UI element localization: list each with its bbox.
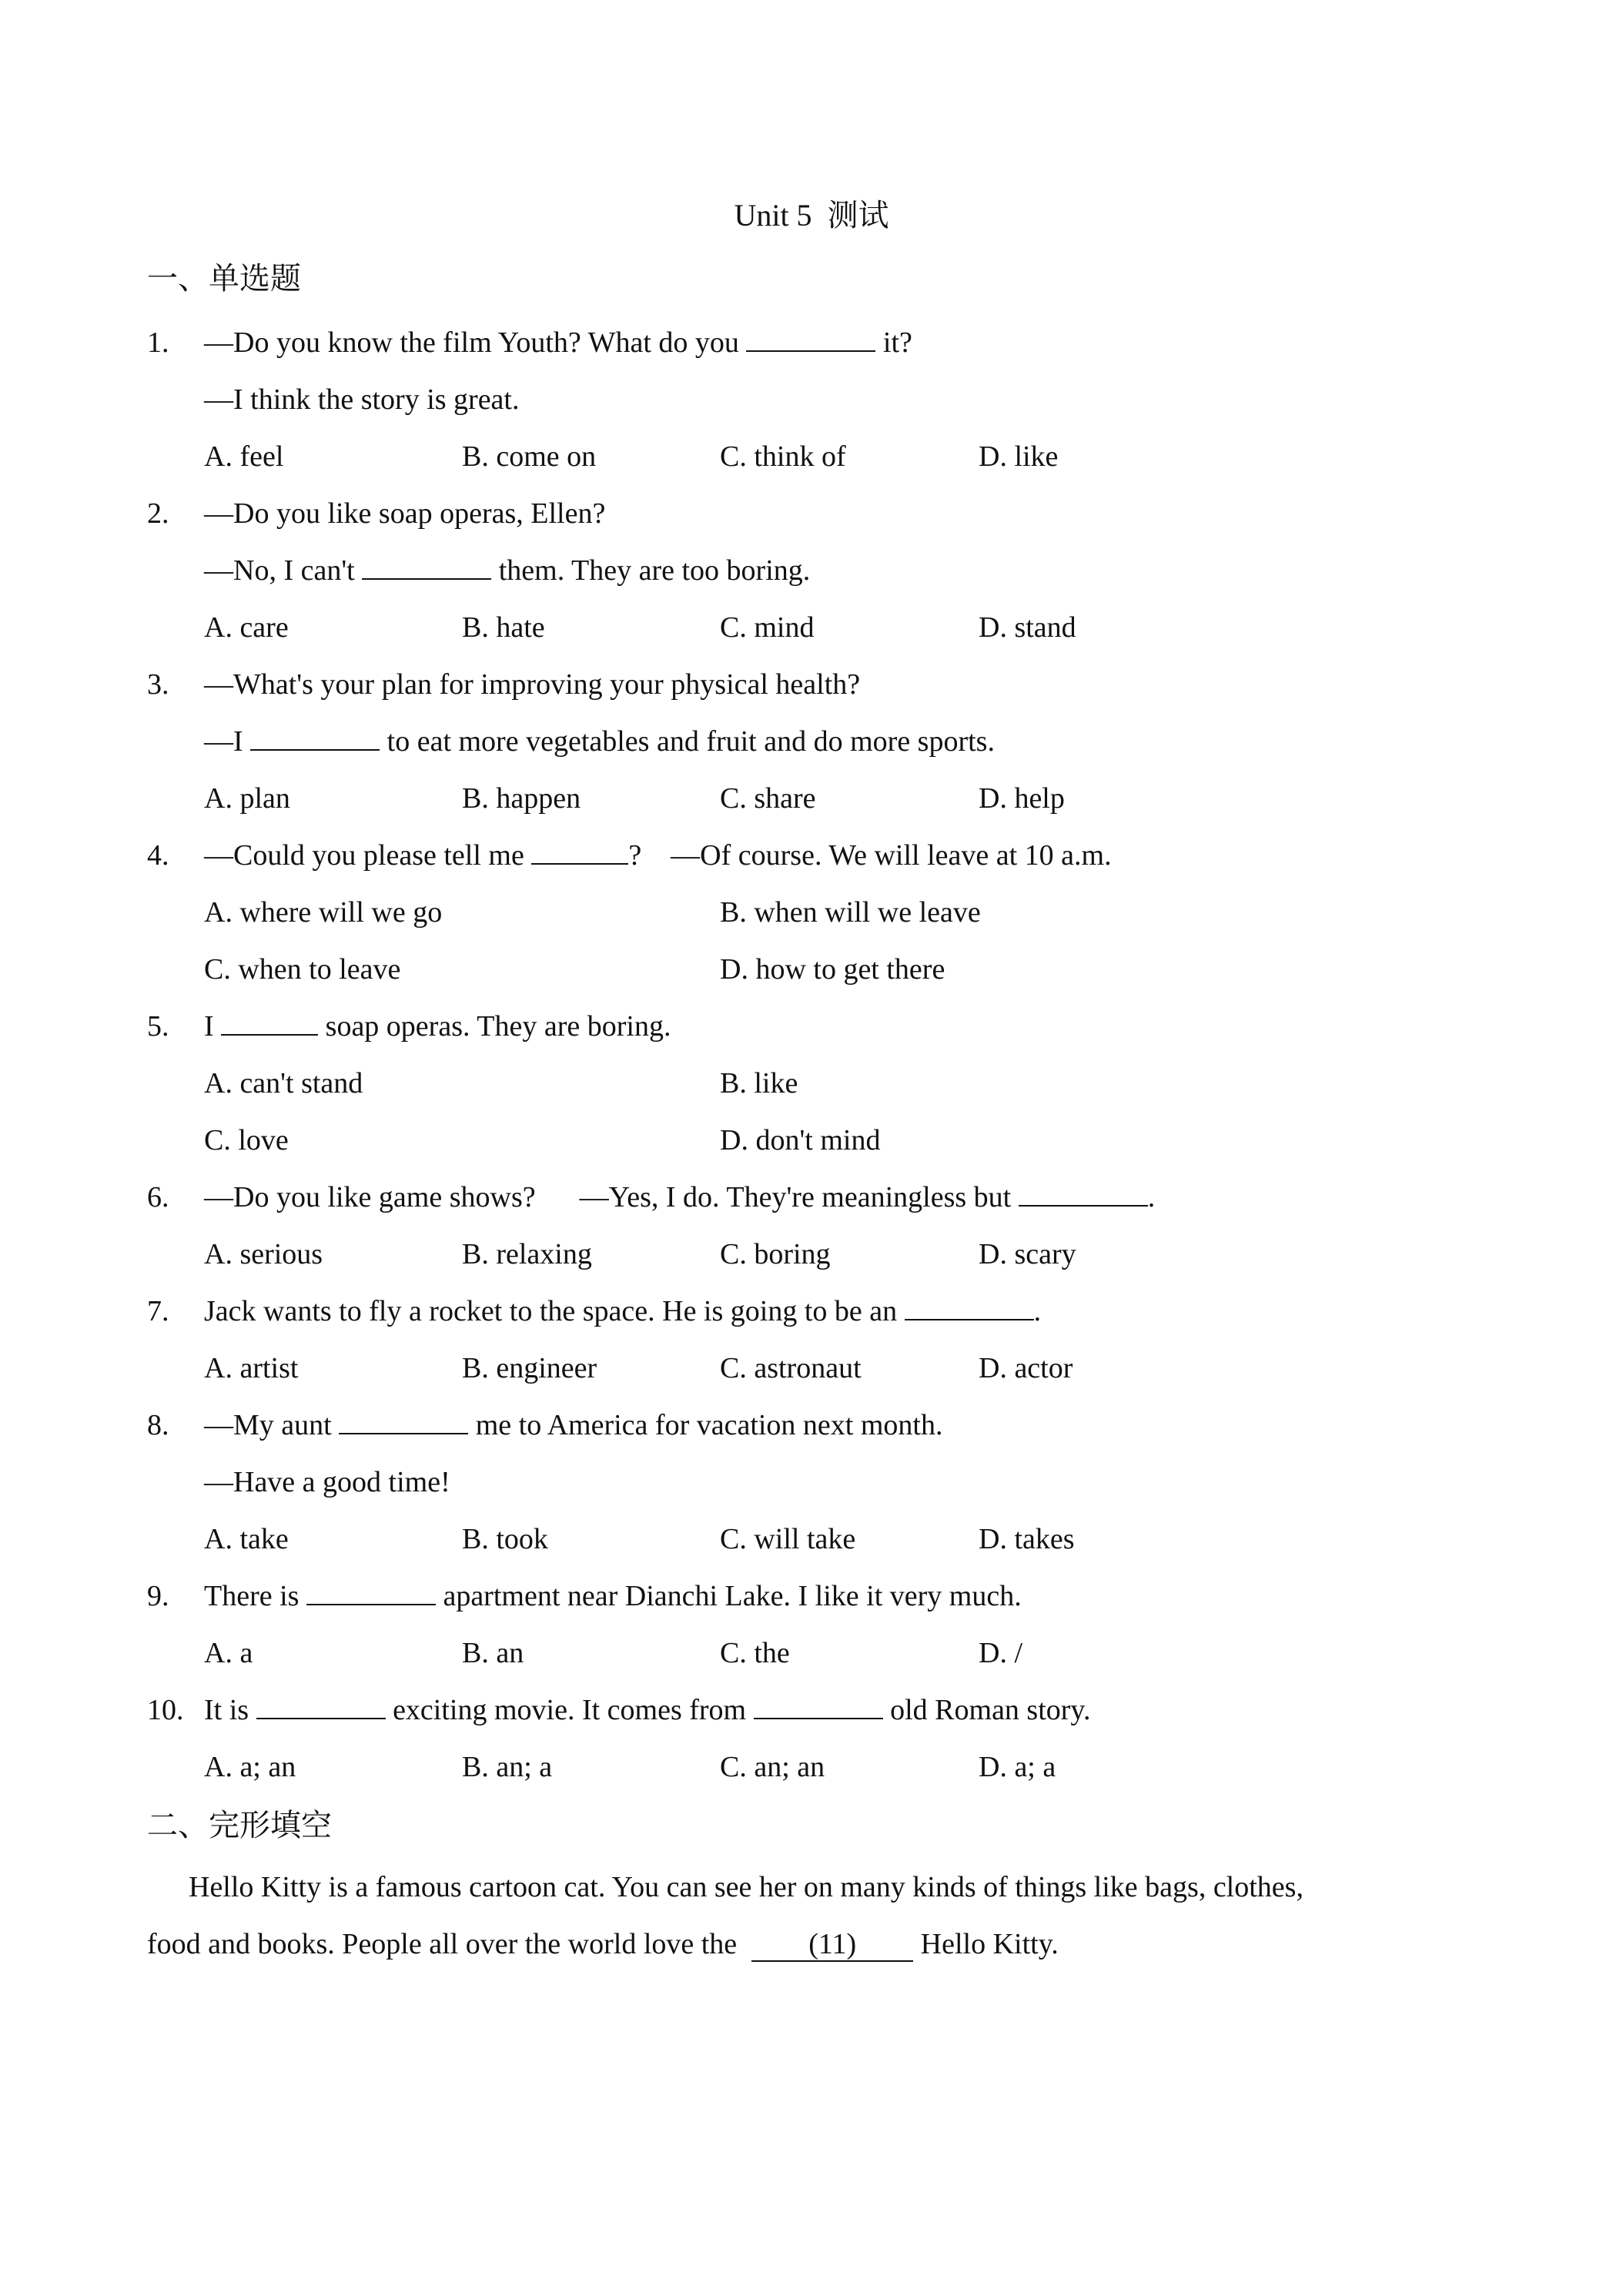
question-text: it? xyxy=(875,326,912,359)
question-text: them. They are too boring. xyxy=(491,554,811,587)
question-text: . xyxy=(1033,1295,1042,1327)
question-line: —What's your plan for improving your physical health? xyxy=(204,668,861,701)
question-text: —Could you please tell me xyxy=(204,839,532,872)
question-text: apartment near Dianchi Lake. I like it very much. xyxy=(435,1580,1022,1612)
option-b: B. hate xyxy=(462,611,545,644)
answer-blank xyxy=(754,1716,883,1719)
option-c: C. mind xyxy=(720,611,815,644)
answer-blank xyxy=(905,1317,1034,1320)
option-a: A. serious xyxy=(204,1238,323,1270)
question-line: —I think the story is great. xyxy=(204,383,520,416)
answer-blank xyxy=(531,862,628,865)
option-c: C. will take xyxy=(720,1523,856,1555)
section-heading-cloze: 二、完形填空 xyxy=(147,1808,332,1842)
option-a: A. a xyxy=(204,1637,253,1669)
cloze-paragraph-line: Hello Kitty is a famous cartoon cat. You can see her on many kinds of things like bags, clothes, xyxy=(189,1871,1303,1903)
option-d: D. a; a xyxy=(979,1751,1056,1783)
question-text: Jack wants to fly a rocket to the space. He is going to be an xyxy=(204,1295,905,1327)
question-text: —My aunt xyxy=(204,1409,340,1441)
cloze-blank-11: (11) xyxy=(751,1930,913,1962)
question-text: —Do you know the film Youth? What do you xyxy=(204,326,747,359)
question-number: 8. xyxy=(147,1409,169,1441)
option-d: D. stand xyxy=(979,611,1076,644)
option-a: A. feel xyxy=(204,440,284,473)
option-c: C. share xyxy=(720,782,816,815)
option-c: C. boring xyxy=(720,1238,831,1270)
question-number: 5. xyxy=(147,1010,169,1043)
option-d: D. scary xyxy=(979,1238,1076,1270)
question-line xyxy=(204,1408,942,1444)
option-a: A. can't stand xyxy=(204,1067,363,1099)
answer-blank xyxy=(746,349,875,352)
option-c: C. when to leave xyxy=(204,953,401,986)
option-b: B. come on xyxy=(462,440,597,473)
option-d: D. like xyxy=(979,440,1059,473)
option-c: C. astronaut xyxy=(720,1352,862,1384)
question-line xyxy=(204,1180,1155,1216)
option-b: B. an; a xyxy=(462,1751,553,1783)
option-a: A. artist xyxy=(204,1352,299,1384)
question-text: exciting movie. It comes from xyxy=(385,1694,754,1726)
option-b: B. relaxing xyxy=(462,1238,592,1270)
question-number: 9. xyxy=(147,1580,169,1612)
answer-blank xyxy=(250,748,380,751)
question-text: . xyxy=(1147,1181,1156,1213)
option-c: C. the xyxy=(720,1637,790,1669)
option-d: D. how to get there xyxy=(720,953,945,986)
cloze-text: food and books. People all over the world love the xyxy=(147,1928,745,1960)
answer-blank xyxy=(339,1431,468,1434)
option-b: B. an xyxy=(462,1637,524,1669)
question-line xyxy=(204,1579,1022,1615)
option-b: B. like xyxy=(720,1067,798,1099)
question-line xyxy=(204,326,912,361)
option-d: D. actor xyxy=(979,1352,1073,1384)
option-b: B. engineer xyxy=(462,1352,597,1384)
question-text: to eat more vegetables and fruit and do more sports. xyxy=(380,725,995,758)
option-a: A. where will we go xyxy=(204,896,443,929)
option-d: D. takes xyxy=(979,1523,1075,1555)
question-number: 2. xyxy=(147,497,169,530)
answer-blank xyxy=(256,1716,386,1719)
option-b: B. when will we leave xyxy=(720,896,981,929)
option-d: D. help xyxy=(979,782,1065,815)
option-d: D. don't mind xyxy=(720,1124,881,1156)
question-number: 6. xyxy=(147,1181,169,1213)
option-a: A. a; an xyxy=(204,1751,296,1783)
question-text: It is xyxy=(204,1694,256,1726)
question-text: —No, I can't xyxy=(204,554,363,587)
answer-blank xyxy=(1019,1203,1148,1207)
question-number: 4. xyxy=(147,839,169,872)
question-line xyxy=(204,838,1112,874)
question-line: —Do you like soap operas, Ellen? xyxy=(204,497,606,530)
question-text: —Do you like game shows? —Yes, I do. They're meaningless but xyxy=(204,1181,1019,1213)
question-line xyxy=(204,1294,1041,1330)
option-b: B. took xyxy=(462,1523,548,1555)
option-d: D. / xyxy=(979,1637,1022,1669)
section-heading-single-choice: 一、单选题 xyxy=(147,261,301,296)
question-text: ? —Of course. We will leave at 10 a.m. xyxy=(628,839,1112,872)
answer-blank xyxy=(306,1602,436,1605)
option-c: C. love xyxy=(204,1124,289,1156)
option-c: C. an; an xyxy=(720,1751,825,1783)
question-text: I xyxy=(204,1010,222,1043)
option-c: C. think of xyxy=(720,440,846,473)
question-number: 3. xyxy=(147,668,169,701)
question-text: soap operas. They are boring. xyxy=(318,1010,671,1043)
question-line: —Have a good time! xyxy=(204,1466,450,1498)
question-number: 1. xyxy=(147,326,169,359)
question-number: 10. xyxy=(147,1694,184,1726)
page-title: Unit 5 测试 xyxy=(734,198,889,233)
option-b: B. happen xyxy=(462,782,581,815)
option-a: A. plan xyxy=(204,782,290,815)
cloze-text: Hello Kitty. xyxy=(913,1928,1059,1960)
question-line xyxy=(204,1693,1090,1729)
question-number: 7. xyxy=(147,1295,169,1327)
question-text: old Roman story. xyxy=(882,1694,1091,1726)
option-a: A. care xyxy=(204,611,289,644)
question-text: me to America for vacation next month. xyxy=(468,1409,943,1441)
question-line xyxy=(204,725,995,760)
cloze-paragraph-line xyxy=(147,1927,1456,1963)
option-a: A. take xyxy=(204,1523,289,1555)
question-line xyxy=(204,554,810,589)
answer-blank xyxy=(362,577,491,580)
question-text: —I xyxy=(204,725,251,758)
answer-blank xyxy=(221,1033,318,1036)
question-text: There is xyxy=(204,1580,306,1612)
question-line xyxy=(204,1009,671,1045)
